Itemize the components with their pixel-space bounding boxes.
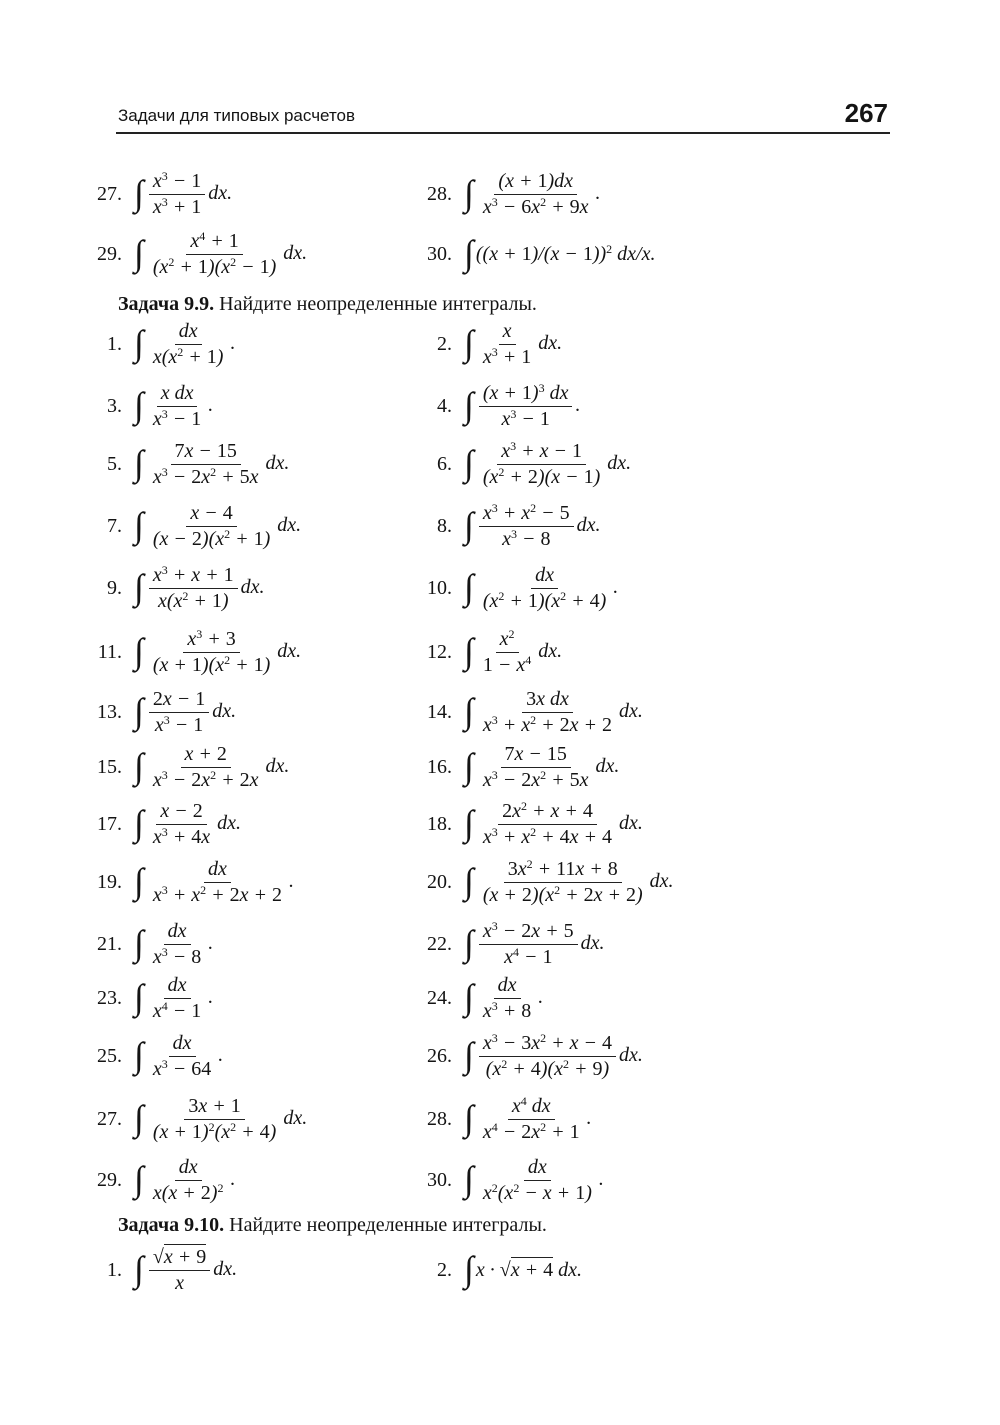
problem-number: 25. bbox=[97, 1044, 122, 1067]
numerator: dx bbox=[164, 974, 191, 999]
integrand bbox=[476, 974, 543, 1023]
numerator: $x^3 + x + 1$ bbox=[149, 564, 238, 589]
problem-number: 1. bbox=[107, 332, 122, 355]
integrand-tail: . bbox=[208, 985, 214, 1008]
integral-sign-icon: ∫ bbox=[464, 977, 474, 1017]
fraction bbox=[479, 688, 616, 737]
integrand: x · √x + 4 dx. bbox=[475, 1258, 582, 1281]
integral-problem-14-1 bbox=[410, 1030, 643, 1082]
denominator: $x^3 - 2x^2 + 5x$ bbox=[482, 767, 589, 791]
numerator: $x^3 + x - 1$ bbox=[497, 440, 586, 465]
integrand-tail: . bbox=[595, 181, 601, 204]
integral-problem-2-0 bbox=[80, 318, 235, 370]
integral-problem-16-0 bbox=[80, 1154, 235, 1206]
denominator: $x^3 + x^2 + 4x + 4$ bbox=[482, 824, 613, 848]
numerator: √x + 9 bbox=[149, 1246, 210, 1271]
fraction bbox=[479, 800, 616, 849]
denominator: $x^3 - 1$ bbox=[501, 406, 550, 430]
integral-problem-0-1 bbox=[410, 168, 601, 220]
integral-sign-icon: ∫ bbox=[464, 923, 474, 963]
numerator: dx bbox=[531, 564, 558, 589]
denominator: $x^3 - 64$ bbox=[152, 1056, 212, 1080]
integrand bbox=[476, 382, 581, 431]
integral-sign-icon: ∫ bbox=[134, 803, 144, 843]
integral-sign-icon: ∫ bbox=[134, 505, 144, 545]
fraction bbox=[479, 1156, 596, 1205]
denominator: $x(x + 2)^2$ bbox=[152, 1180, 224, 1204]
integral-sign-icon: ∫ bbox=[464, 803, 474, 843]
integrand-tail: dx. bbox=[217, 811, 242, 834]
denominator: $x^3 - 8$ bbox=[152, 944, 202, 968]
denominator: $(x^2 + 1)(x^2 - 1)$ bbox=[152, 254, 277, 278]
denominator: $x^3 + x^2 + 2x + 2$ bbox=[482, 712, 613, 736]
numerator: dx bbox=[494, 974, 521, 999]
problem-number: 15. bbox=[97, 755, 122, 778]
integrand-tail: dx. bbox=[277, 513, 302, 536]
integral-sign-icon: ∫ bbox=[134, 385, 144, 425]
integrand-tail: . bbox=[289, 869, 295, 892]
numerator: $x^3 - 3x^2 + x - 4$ bbox=[479, 1032, 616, 1057]
fraction bbox=[479, 502, 574, 551]
numerator: $x^2$ bbox=[496, 628, 519, 653]
numerator: x + 2 bbox=[181, 743, 231, 768]
integral-sign-icon: ∫ bbox=[134, 861, 144, 901]
integral-problem-11-0 bbox=[80, 856, 294, 908]
integrand-tail: dx. bbox=[576, 513, 601, 536]
problem-number: 7. bbox=[107, 514, 122, 537]
integrand bbox=[476, 688, 643, 737]
integrand-tail: dx. bbox=[213, 1257, 238, 1280]
numerator: 3x + 1 bbox=[184, 1095, 244, 1120]
integral-problem-14-0 bbox=[80, 1030, 223, 1082]
integrand bbox=[146, 628, 301, 677]
integrand-tail: . bbox=[208, 393, 214, 416]
numerator: dx bbox=[164, 920, 191, 945]
integrand bbox=[146, 1095, 307, 1144]
integrand: $((x + 1)/(x - 1))^2$ dx/x. bbox=[475, 241, 656, 265]
integral-sign-icon: ∫ bbox=[464, 1159, 474, 1199]
integral-sign-icon: ∫ bbox=[464, 443, 474, 483]
integral-sign-icon: ∫ bbox=[134, 1035, 144, 1075]
integral-problem-7-1 bbox=[410, 626, 562, 678]
denominator: $x^3 - 2x^2 + 2x$ bbox=[152, 767, 259, 791]
integral-problem-17-0 bbox=[80, 1244, 237, 1296]
integral-sign-icon: ∫ bbox=[134, 1249, 144, 1289]
integrand bbox=[476, 743, 620, 792]
problem-number: 13. bbox=[97, 700, 122, 723]
numerator: dx bbox=[175, 1156, 202, 1181]
task-9-9-heading bbox=[118, 293, 537, 316]
integral-sign-icon: ∫ bbox=[134, 923, 144, 963]
integrand-tail: . bbox=[586, 1106, 592, 1129]
integral-problem-8-0 bbox=[80, 686, 236, 738]
fraction bbox=[149, 502, 274, 551]
denominator: $x^3 + 8$ bbox=[482, 998, 532, 1022]
problem-number: 28. bbox=[427, 1107, 452, 1130]
fraction bbox=[149, 1246, 210, 1295]
numerator: $x^4 + 1$ bbox=[186, 230, 242, 255]
integrand-tail: . bbox=[598, 1167, 604, 1190]
integral-sign-icon: ∫ bbox=[134, 1098, 144, 1138]
numerator: $x^3 - 1$ bbox=[149, 170, 205, 195]
fraction bbox=[149, 974, 205, 1023]
fraction bbox=[479, 628, 535, 677]
numerator: 3x dx bbox=[522, 688, 573, 713]
denominator: $x^4 - 1$ bbox=[504, 944, 553, 968]
numerator: dx bbox=[204, 858, 231, 883]
integral-sign-icon: ∫ bbox=[464, 173, 474, 213]
fraction bbox=[479, 1095, 584, 1144]
problem-number: 26. bbox=[427, 1044, 452, 1067]
fraction bbox=[479, 974, 535, 1023]
integral-problem-6-0 bbox=[80, 562, 265, 614]
fraction bbox=[479, 564, 610, 613]
integral-problem-13-1 bbox=[410, 972, 543, 1024]
problem-number: 28. bbox=[427, 182, 452, 205]
integrand-tail: . bbox=[613, 575, 619, 598]
fraction bbox=[149, 628, 274, 677]
page-number: 267 bbox=[844, 98, 888, 128]
integrand bbox=[146, 230, 307, 279]
denominator: $(x - 2)(x^2 + 1)$ bbox=[152, 526, 271, 550]
numerator: $x^3 + 3$ bbox=[183, 628, 239, 653]
integral-problem-1-1 bbox=[410, 228, 655, 280]
fraction bbox=[149, 688, 209, 737]
denominator: $x^3 + 4x$ bbox=[152, 824, 211, 848]
integral-problem-12-1 bbox=[410, 918, 605, 970]
task-label: Задача 9.10. bbox=[118, 1214, 225, 1236]
integrand-tail: . bbox=[538, 985, 544, 1008]
integrand bbox=[146, 858, 294, 907]
integrand bbox=[476, 858, 674, 907]
integrand-tail: dx. bbox=[538, 331, 563, 354]
running-header-title: Задачи для типовых расчетов bbox=[118, 106, 356, 125]
integrand-tail: dx. bbox=[277, 639, 302, 662]
problem-number: 27. bbox=[97, 1107, 122, 1130]
denominator: $(x^2 + 1)(x^2 + 4)$ bbox=[482, 588, 607, 612]
integrand-tail: dx. bbox=[619, 1043, 643, 1066]
problem-number: 12. bbox=[427, 640, 452, 663]
integral-problem-9-1 bbox=[410, 741, 619, 793]
numerator: x dx bbox=[157, 382, 198, 407]
integrand bbox=[146, 920, 213, 969]
task-9-10-heading bbox=[118, 1214, 547, 1237]
integral-problem-10-1 bbox=[410, 798, 643, 850]
fraction bbox=[149, 440, 263, 489]
integral-sign-icon: ∫ bbox=[464, 1035, 474, 1075]
integrand bbox=[146, 1246, 237, 1295]
denominator: $(x + 1)(x^2 + 1)$ bbox=[152, 652, 271, 676]
integral-problem-2-1 bbox=[410, 318, 562, 370]
integral-sign-icon: ∫ bbox=[134, 567, 144, 607]
integrand bbox=[476, 1156, 604, 1205]
numerator: x bbox=[499, 320, 516, 345]
problem-number: 2. bbox=[437, 332, 452, 355]
integral-sign-icon: ∫ bbox=[464, 691, 474, 731]
integrand bbox=[476, 920, 605, 969]
integral-sign-icon: ∫ bbox=[464, 505, 474, 545]
problem-number: 11. bbox=[97, 640, 122, 663]
integral-problem-3-0 bbox=[80, 380, 213, 432]
integrand-tail: dx. bbox=[595, 754, 620, 777]
integral-sign-icon: ∫ bbox=[464, 1249, 474, 1289]
integrand bbox=[146, 800, 241, 849]
problem-number: 29. bbox=[97, 1168, 122, 1191]
integrand bbox=[476, 564, 618, 613]
integrand bbox=[476, 440, 631, 489]
problem-number: 3. bbox=[107, 394, 122, 417]
denominator: x bbox=[175, 1271, 184, 1294]
denominator: $x^3 - 6x^2 + 9x$ bbox=[482, 194, 589, 218]
integral-sign-icon: ∫ bbox=[134, 977, 144, 1017]
integral-sign-icon: ∫ bbox=[464, 1098, 474, 1138]
integral-sign-icon: ∫ bbox=[134, 443, 144, 483]
integrand-tail: dx. bbox=[649, 869, 674, 892]
fraction bbox=[479, 1032, 616, 1081]
integrand-tail: dx. bbox=[619, 699, 643, 722]
denominator: $x^3 - 1$ bbox=[154, 712, 204, 736]
integral-problem-3-1 bbox=[410, 380, 580, 432]
integral-problem-4-0 bbox=[80, 438, 289, 490]
denominator: $x^4 - 1$ bbox=[152, 998, 202, 1022]
problem-number: 5. bbox=[107, 452, 122, 475]
numerator: 7x − 15 bbox=[171, 440, 241, 465]
denominator: $x(x^2 + 1)$ bbox=[152, 344, 224, 368]
integrand bbox=[146, 974, 213, 1023]
problem-number: 10. bbox=[427, 576, 452, 599]
integrand-tail: . bbox=[230, 331, 236, 354]
integral-sign-icon: ∫ bbox=[134, 1159, 144, 1199]
header-divider bbox=[116, 132, 890, 134]
integrand bbox=[476, 502, 601, 551]
numerator: $(x + 1)^3$ dx bbox=[479, 382, 573, 407]
problem-number: 6. bbox=[437, 452, 452, 475]
integral-sign-icon: ∫ bbox=[464, 567, 474, 607]
integrand bbox=[146, 743, 290, 792]
integral-problem-5-1 bbox=[410, 500, 601, 552]
integrand-tail: dx. bbox=[208, 181, 233, 204]
fraction bbox=[479, 320, 535, 369]
problem-number: 23. bbox=[97, 986, 122, 1009]
integrand bbox=[476, 628, 562, 677]
denominator: $x^4 - 2x^2 + 1$ bbox=[482, 1119, 580, 1143]
problem-number: 30. bbox=[427, 1168, 452, 1191]
integral-sign-icon: ∫ bbox=[134, 631, 144, 671]
problem-number: 21. bbox=[97, 932, 122, 955]
fraction bbox=[149, 382, 205, 431]
integral-problem-10-0 bbox=[80, 798, 241, 850]
denominator: $1 - x^4$ bbox=[482, 652, 532, 676]
numerator: 2x − 1 bbox=[149, 688, 209, 713]
fraction bbox=[149, 1095, 280, 1144]
integrand bbox=[146, 688, 236, 737]
integral-problem-16-1 bbox=[410, 1154, 604, 1206]
integral-problem-5-0 bbox=[80, 500, 301, 552]
integral-problem-9-0 bbox=[80, 741, 289, 793]
fraction bbox=[149, 170, 205, 219]
integrand-tail: dx. bbox=[283, 1106, 308, 1129]
numerator: dx bbox=[175, 320, 202, 345]
integrand-tail: dx. bbox=[212, 699, 237, 722]
integrand bbox=[146, 170, 232, 219]
numerator: dx bbox=[524, 1156, 551, 1181]
integrand bbox=[146, 502, 301, 551]
integral-problem-17-1 bbox=[410, 1244, 582, 1296]
integrand bbox=[146, 564, 265, 613]
fraction bbox=[479, 170, 593, 219]
integral-sign-icon: ∫ bbox=[134, 323, 144, 363]
problem-number: 17. bbox=[97, 812, 122, 835]
numerator: dx bbox=[169, 1032, 196, 1057]
fraction bbox=[149, 800, 214, 849]
integrand bbox=[476, 170, 601, 219]
integrand bbox=[146, 1156, 236, 1205]
problem-number: 19. bbox=[97, 870, 122, 893]
integral-problem-13-0 bbox=[80, 972, 213, 1024]
numerator: x − 2 bbox=[156, 800, 206, 825]
integral-sign-icon: ∫ bbox=[464, 323, 474, 363]
integrand-tail: dx. bbox=[538, 639, 563, 662]
numerator: (x + 1)dx bbox=[494, 170, 577, 195]
numerator: $x^3 - 2x + 5$ bbox=[479, 920, 578, 945]
fraction bbox=[149, 858, 286, 907]
numerator: $3x^2 + 11x + 8$ bbox=[504, 858, 622, 883]
denominator: $x^3 - 1$ bbox=[152, 406, 202, 430]
integrand-tail: . bbox=[575, 393, 581, 416]
problem-number: 18. bbox=[427, 812, 452, 835]
integral-problem-11-1 bbox=[410, 856, 674, 908]
integral-problem-15-0 bbox=[80, 1093, 307, 1145]
denominator: $x^3 + 1$ bbox=[152, 194, 202, 218]
fraction bbox=[479, 743, 593, 792]
problem-number: 8. bbox=[437, 514, 452, 537]
integral-sign-icon: ∫ bbox=[464, 385, 474, 425]
integral-problem-1-0 bbox=[80, 228, 307, 280]
numerator: $x^3 + x^2 - 5$ bbox=[479, 502, 574, 527]
integrand bbox=[146, 440, 290, 489]
numerator: $2x^2 + x + 4$ bbox=[498, 800, 597, 825]
integrand-tail: dx. bbox=[283, 241, 308, 264]
denominator: $x^3 - 2x^2 + 5x$ bbox=[152, 464, 259, 488]
integrand bbox=[146, 1032, 223, 1081]
integrand-tail: dx. bbox=[607, 451, 632, 474]
integrand-tail: dx. bbox=[265, 754, 290, 777]
integral-sign-icon: ∫ bbox=[134, 173, 144, 213]
problem-number: 2. bbox=[437, 1258, 452, 1281]
fraction bbox=[149, 1156, 228, 1205]
problem-number: 27. bbox=[97, 182, 122, 205]
denominator: $(x^2 + 4)(x^2 + 9)$ bbox=[485, 1056, 610, 1080]
problem-number: 16. bbox=[427, 755, 452, 778]
integrand-tail: . bbox=[218, 1043, 224, 1066]
fraction bbox=[149, 1032, 215, 1081]
integrand bbox=[476, 320, 562, 369]
numerator: $x^4$ dx bbox=[508, 1095, 555, 1120]
fraction bbox=[479, 920, 578, 969]
integral-sign-icon: ∫ bbox=[464, 861, 474, 901]
integrand-tail: dx. bbox=[580, 931, 605, 954]
integral-problem-15-1 bbox=[410, 1093, 592, 1145]
denominator: $x^3 + x^2 + 2x + 2$ bbox=[152, 882, 283, 906]
integral-sign-icon: ∫ bbox=[464, 233, 474, 273]
denominator: $x^3 - 8$ bbox=[502, 526, 551, 550]
problem-number: 14. bbox=[427, 700, 452, 723]
integral-problem-6-1 bbox=[410, 562, 618, 614]
fraction bbox=[149, 564, 238, 613]
fraction bbox=[479, 382, 573, 431]
problem-number: 20. bbox=[427, 870, 452, 893]
fraction bbox=[149, 320, 228, 369]
integral-problem-7-0 bbox=[80, 626, 301, 678]
fraction bbox=[149, 920, 205, 969]
denominator: $x^2(x^2 - x + 1)$ bbox=[482, 1180, 592, 1204]
problem-number: 29. bbox=[97, 242, 122, 265]
fraction bbox=[479, 858, 647, 907]
numerator: x − 4 bbox=[186, 502, 236, 527]
numerator: 7x − 15 bbox=[501, 743, 571, 768]
denominator: $x(x^2 + 1)$ bbox=[157, 588, 229, 612]
integrand bbox=[476, 1095, 592, 1144]
fraction bbox=[149, 743, 263, 792]
problem-number: 30. bbox=[427, 242, 452, 265]
integrand-tail: dx. bbox=[240, 575, 265, 598]
fraction bbox=[149, 230, 280, 279]
integral-problem-4-1 bbox=[410, 438, 631, 490]
integrand bbox=[146, 320, 236, 369]
problem-number: 22. bbox=[427, 932, 452, 955]
integrand bbox=[476, 1032, 643, 1081]
problem-number: 9. bbox=[107, 576, 122, 599]
integrand bbox=[146, 382, 213, 431]
task-text: Найдите неопределенные интегралы. bbox=[219, 293, 537, 315]
integral-sign-icon: ∫ bbox=[134, 691, 144, 731]
task-label: Задача 9.9. bbox=[118, 293, 215, 315]
integral-problem-8-1 bbox=[410, 686, 643, 738]
integrand bbox=[476, 800, 643, 849]
integrand-tail: dx. bbox=[619, 811, 643, 834]
denominator: $(x + 1)^2(x^2 + 4)$ bbox=[152, 1119, 277, 1143]
integral-sign-icon: ∫ bbox=[464, 631, 474, 671]
integral-sign-icon: ∫ bbox=[464, 746, 474, 786]
integrand-tail: dx. bbox=[265, 451, 290, 474]
task-text: Найдите неопределенные интегралы. bbox=[229, 1214, 547, 1236]
problem-number: 1. bbox=[107, 1258, 122, 1281]
integral-sign-icon: ∫ bbox=[134, 233, 144, 273]
problem-number: 4. bbox=[437, 394, 452, 417]
integral-sign-icon: ∫ bbox=[134, 746, 144, 786]
integrand-tail: . bbox=[208, 931, 214, 954]
integral-problem-12-0 bbox=[80, 918, 213, 970]
problem-number: 24. bbox=[427, 986, 452, 1009]
integral-problem-0-0 bbox=[80, 168, 232, 220]
denominator: $x^3 + 1$ bbox=[482, 344, 532, 368]
fraction bbox=[479, 440, 604, 489]
denominator: $(x + 2)(x^2 + 2x + 2)$ bbox=[482, 882, 643, 906]
integrand-tail: . bbox=[230, 1167, 236, 1190]
denominator: $(x^2 + 2)(x - 1)$ bbox=[482, 464, 601, 488]
